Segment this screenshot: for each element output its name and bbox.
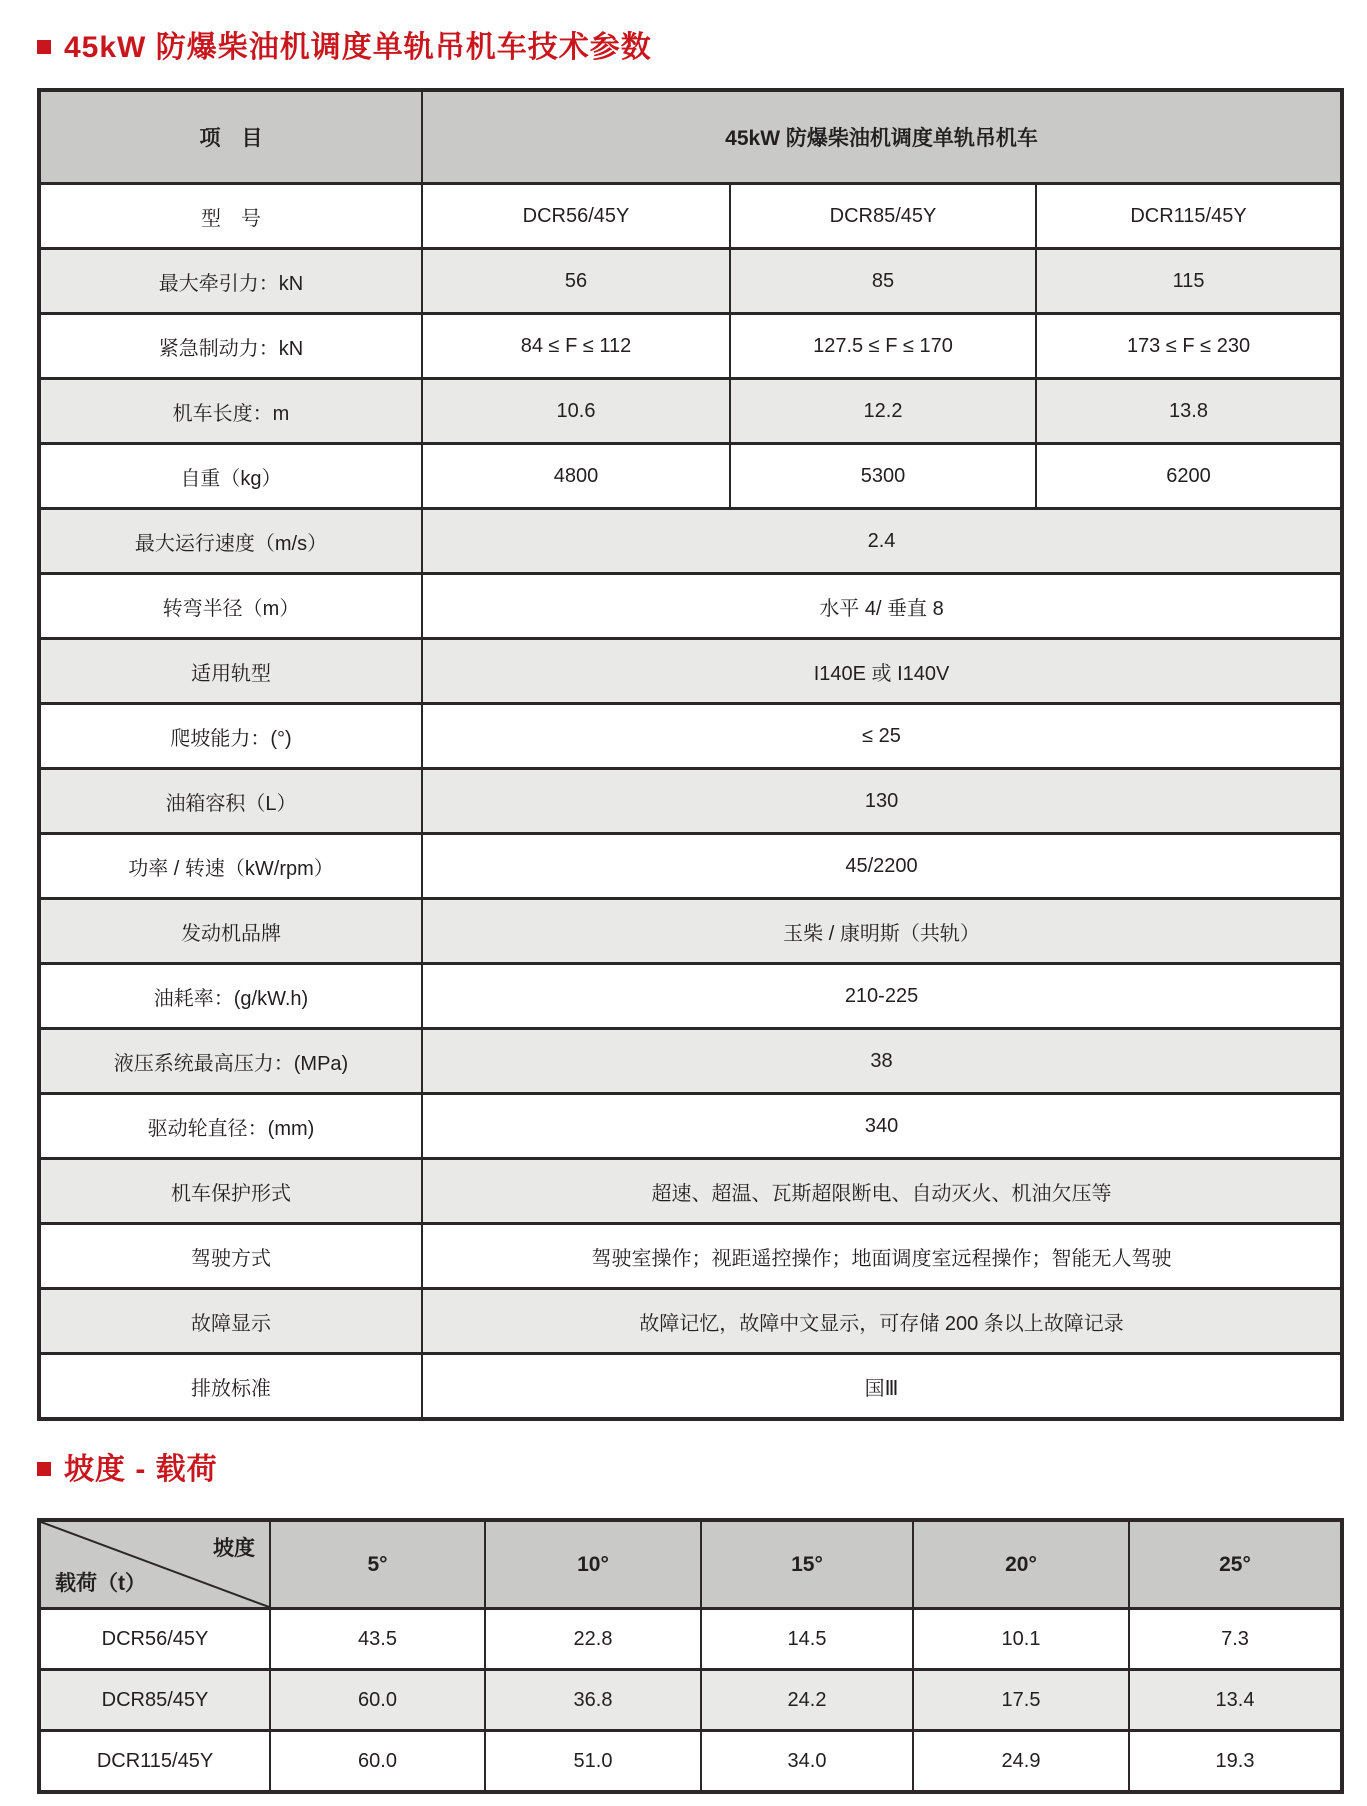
cell-value: 17.5	[913, 1670, 1129, 1731]
row-label: 紧急制动力：kN	[39, 314, 422, 379]
slope-load-table	[37, 1518, 1344, 1794]
cell-value: 340	[422, 1094, 1342, 1159]
cell-value: 85	[730, 249, 1036, 314]
cell-value: 驾驶室操作；视距遥控操作；地面调度室远程操作；智能无人驾驶	[422, 1224, 1342, 1289]
row-label: 自重（kg）	[39, 444, 422, 509]
row-label: 发动机品牌	[39, 899, 422, 964]
cell-value: 故障记忆，故障中文显示，可存储 200 条以上故障记录	[422, 1289, 1342, 1354]
spec-row-engine-brand	[39, 899, 1342, 964]
row-label: 排放标准	[39, 1354, 422, 1420]
spec-row-weight	[39, 444, 1342, 509]
cell-value: 45/2200	[422, 834, 1342, 899]
cell-value: 24.9	[913, 1731, 1129, 1793]
slope-col-header: 25°	[1129, 1520, 1342, 1609]
spec-row-driving-mode	[39, 1224, 1342, 1289]
section-bullet-icon	[37, 40, 51, 54]
row-model: DCR85/45Y	[39, 1670, 270, 1731]
spec-row-model	[39, 184, 1342, 249]
corner-label-load: 载荷（t）	[55, 1572, 146, 1595]
cell-value: 130	[422, 769, 1342, 834]
cell-value: 4800	[422, 444, 730, 509]
cell-value: 14.5	[701, 1609, 913, 1670]
cell-value: 水平 4/ 垂直 8	[422, 574, 1342, 639]
row-label: 转弯半径（m）	[39, 574, 422, 639]
cell-value: ≤ 25	[422, 704, 1342, 769]
spec-row-emission	[39, 1354, 1342, 1420]
spec-header-item: 项 目	[39, 90, 422, 184]
row-model: DCR56/45Y	[39, 1609, 270, 1670]
row-label: 油耗率：(g/kW.h)	[39, 964, 422, 1029]
row-label: 机车长度：m	[39, 379, 422, 444]
slope-col-header: 20°	[913, 1520, 1129, 1609]
cell-value: 22.8	[485, 1609, 701, 1670]
spec-row-rail-type	[39, 639, 1342, 704]
cell-value: 国Ⅲ	[422, 1354, 1342, 1420]
section-title-slope-load	[37, 1444, 218, 1488]
row-label: 油箱容积（L）	[39, 769, 422, 834]
cell-value: 34.0	[701, 1731, 913, 1793]
cell-value: 2.4	[422, 509, 1342, 574]
section-bullet-icon	[37, 1462, 51, 1476]
section-title-slope-load-text: 坡度 - 载荷	[64, 1453, 218, 1486]
cell-value: 10.1	[913, 1609, 1129, 1670]
row-label: 驾驶方式	[39, 1224, 422, 1289]
spec-row-power-rpm	[39, 834, 1342, 899]
section-title-spec	[37, 22, 652, 66]
spec-row-turn-radius	[39, 574, 1342, 639]
spec-row-fuel-consumption	[39, 964, 1342, 1029]
cell-value: 51.0	[485, 1731, 701, 1793]
cell-value: 60.0	[270, 1670, 485, 1731]
cell-value: DCR85/45Y	[730, 184, 1036, 249]
row-label: 型 号	[39, 184, 422, 249]
slope-col-header: 5°	[270, 1520, 485, 1609]
slope-row-dcr56	[39, 1609, 1342, 1670]
corner-label-slope: 坡度	[213, 1537, 255, 1560]
row-label: 故障显示	[39, 1289, 422, 1354]
cell-value: 43.5	[270, 1609, 485, 1670]
cell-value: 173 ≤ F ≤ 230	[1036, 314, 1342, 379]
cell-value: 115	[1036, 249, 1342, 314]
spec-header-row	[39, 90, 1342, 184]
slope-header-row	[39, 1520, 1342, 1609]
slope-col-header: 15°	[701, 1520, 913, 1609]
row-label: 爬坡能力：(°)	[39, 704, 422, 769]
spec-row-fuel-tank	[39, 769, 1342, 834]
row-label: 最大运行速度（m/s）	[39, 509, 422, 574]
cell-value: 超速、超温、瓦斯超限断电、自动灭火、机油欠压等	[422, 1159, 1342, 1224]
cell-value: DCR115/45Y	[1036, 184, 1342, 249]
cell-value: 19.3	[1129, 1731, 1342, 1793]
cell-value: 24.2	[701, 1670, 913, 1731]
cell-value: 玉柴 / 康明斯（共轨）	[422, 899, 1342, 964]
cell-value: 13.4	[1129, 1670, 1342, 1731]
row-model: DCR115/45Y	[39, 1731, 270, 1793]
slope-row-dcr115	[39, 1731, 1342, 1793]
spec-row-drive-wheel	[39, 1094, 1342, 1159]
spec-row-hydraulic-pressure	[39, 1029, 1342, 1094]
row-label: 液压系统最高压力：(MPa)	[39, 1029, 422, 1094]
cell-value: DCR56/45Y	[422, 184, 730, 249]
slope-col-header: 10°	[485, 1520, 701, 1609]
spec-row-max-traction	[39, 249, 1342, 314]
cell-value: 56	[422, 249, 730, 314]
cell-value: I140E 或 I140V	[422, 639, 1342, 704]
spec-row-fault-display	[39, 1289, 1342, 1354]
cell-value: 6200	[1036, 444, 1342, 509]
row-label: 适用轨型	[39, 639, 422, 704]
row-label: 驱动轮直径：(mm)	[39, 1094, 422, 1159]
cell-value: 127.5 ≤ F ≤ 170	[730, 314, 1036, 379]
cell-value: 60.0	[270, 1731, 485, 1793]
cell-value: 210-225	[422, 964, 1342, 1029]
cell-value: 12.2	[730, 379, 1036, 444]
spec-row-grade-ability	[39, 704, 1342, 769]
slope-corner-cell	[39, 1520, 270, 1609]
cell-value: 36.8	[485, 1670, 701, 1731]
row-label: 机车保护形式	[39, 1159, 422, 1224]
spec-row-max-speed	[39, 509, 1342, 574]
row-label: 最大牵引力：kN	[39, 249, 422, 314]
cell-value: 5300	[730, 444, 1036, 509]
spec-table	[37, 88, 1344, 1421]
cell-value: 7.3	[1129, 1609, 1342, 1670]
section-title-spec-text: 45kW 防爆柴油机调度单轨吊机车技术参数	[64, 31, 652, 64]
spec-row-protection	[39, 1159, 1342, 1224]
cell-value: 38	[422, 1029, 1342, 1094]
spec-row-length	[39, 379, 1342, 444]
spec-row-emergency-brake	[39, 314, 1342, 379]
cell-value: 13.8	[1036, 379, 1342, 444]
row-label: 功率 / 转速（kW/rpm）	[39, 834, 422, 899]
cell-value: 10.6	[422, 379, 730, 444]
slope-row-dcr85	[39, 1670, 1342, 1731]
cell-value: 84 ≤ F ≤ 112	[422, 314, 730, 379]
spec-header-product: 45kW 防爆柴油机调度单轨吊机车	[422, 90, 1342, 184]
